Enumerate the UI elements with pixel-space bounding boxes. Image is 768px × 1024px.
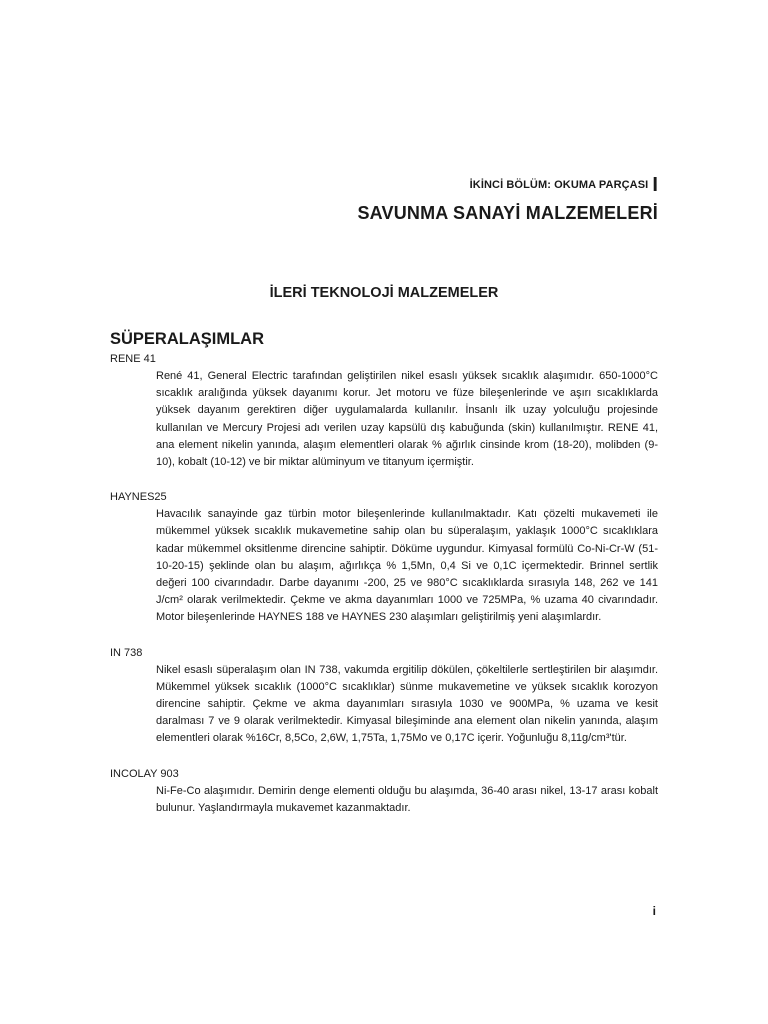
section-in-738	[110, 647, 658, 748]
subsection-title: RENE 41	[110, 353, 156, 365]
subsection-title: INCOLAY 903	[110, 767, 179, 780]
subsection-paragraph: Havacılık sanayinde gaz türbin motor bileşenlerinde kullanılmaktadır. Katı çözelti mukavemeti ile mükemmel yüksek sıcaklık mukavemetine sahip olan bu süperalaşım, yaklaşık 1000°C sıcaklıklara kadar mükemmel oksitlenme direncine sahiptir. Döküme uygundur. Kimyasal formülü Co-Ni-Cr-W (51-10-20-15) şeklinde olan bu alaşım, ağırlıkça % 1,5Mn, 0,4 Si ve 0,1C içermektedir. Brinnel sertlik değeri 100 civarındadır. Darbe dayanımı -200, 25 ve 980°C sıcaklıklarda sırasıyla 148, 262 ve 141 J/cm² olarak verilmektedir. Çekme ve akma dayanımları 1000 ve 725MPa, % uzama 40 civarındadır. Motor bileşenlerinde HAYNES 188 ve HAYNES 230 alaşımları geliştirilmiş yeni alaşımlardır.	[156, 508, 658, 624]
section-incolay-903	[110, 768, 658, 817]
subsection-title: IN 738	[110, 646, 143, 659]
chapter-text: İKİNCİ BÖLÜM: OKUMA PARÇASI	[469, 179, 649, 191]
section-title: İLERİ TEKNOLOJİ MALZEMELER	[269, 285, 499, 301]
heading-superalloys: SÜPERALAŞIMLAR	[110, 330, 265, 348]
document-body	[110, 330, 658, 837]
chapter-header	[357, 174, 658, 224]
subsection-paragraph: René 41, General Electric tarafından geliştirilen nikel esaslı yüksek sıcaklık alaşımıdır. 650-1000°C sıcaklık aralığında yüksek dayanımı korur. Jet motoru ve füze bileşenlerinde ve aşırı sıcaklıklarda yüksek dayanım gerektiren diğer uygulamalarda kullanılır. İnsanlı ilk uzay yolculuğu projesinde kullanılan ve Mercury Projesi adı verilen uzay kapsülü dış kabuğunda (skin) kullanılmıştır. RENE 41, ana element nikelin yanında, alaşım elementleri olarak % ağırlık cinsinde krom (18-20), molibden (9-10), kobalt (10-12) ve bir miktar alüminyum ve titanyum içermiştir.	[156, 370, 658, 469]
subsection-paragraph: Nikel esaslı süperalaşım olan IN 738, vakumda ergitilip dökülen, çökeltilerle sertleştirilen bir alaşımdır. Mükemmel yüksek sıcaklık (1000°C sıcaklıklar) sünme mukavemetine ve yüksek sıcaklık korozyon direncine sahiptir. Çekme ve akma dayanımları sırasıyla 1030 ve 900MPa, % uzama ve kesit daralması 7 ve 9 olarak verilmektedir. Kimyasal bileşiminde ana element olan nikelin yanında, alaşım elementleri olarak %16Cr, 8,5Co, 2,6W, 1,75Ta, 1,75Mo ve 0,17C içerir. Yoğunluğu 8,11g/cm³'tür.	[156, 663, 658, 745]
subsection-title: HAYNES25	[110, 491, 167, 504]
section-rene-41	[110, 353, 658, 471]
page-number: i	[652, 904, 656, 918]
chapter-label	[357, 174, 658, 197]
chapter-title: SAVUNMA SANAYİ MALZEMELERİ	[357, 203, 658, 223]
chapter-roman-numeral: I	[652, 174, 658, 196]
subsection-paragraph: Ni-Fe-Co alaşımıdır. Demirin denge elementi olduğu bu alaşımda, 36-40 arası nikel, 13-17 arası kobalt bulunur. Yaşlandırmayla mukavemet kazanmaktadır.	[156, 784, 658, 814]
section-haynes25	[110, 491, 658, 626]
